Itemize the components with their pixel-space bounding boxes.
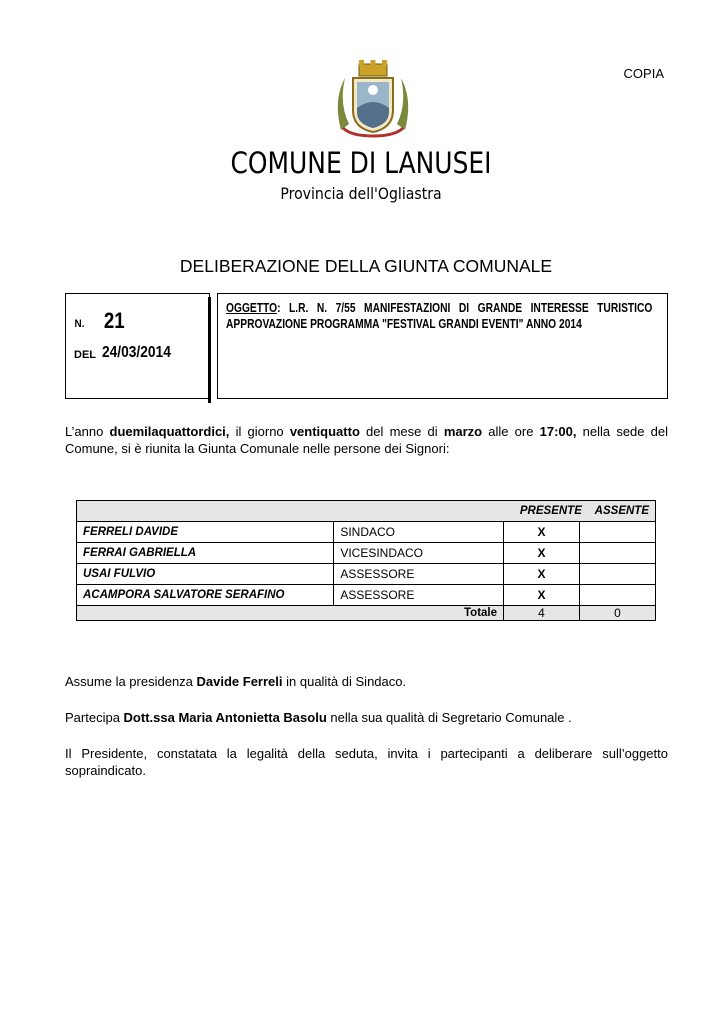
document-heading: DELIBERAZIONE DELLA GIUNTA COMUNALE <box>179 256 553 276</box>
presidency-paragraph: Assume la presidenza Davide Ferreli in qualità di Sindaco. <box>65 674 407 689</box>
table-row: USAI FULVIO ASSESSORE X <box>77 564 656 585</box>
province-subtitle: Provincia dell'Ogliastra <box>280 184 442 203</box>
municipality-title: COMUNE DI LANUSEI <box>230 146 492 180</box>
attendance-table <box>76 500 656 621</box>
table-header-row <box>77 501 656 522</box>
president-paragraph: Il Presidente, constatata la legalità della seduta, invita i partecipanti a deliberare sull’oggetto sopraindicato. <box>65 746 668 778</box>
number-value: 21 <box>103 308 125 333</box>
intro-paragraph: L’anno duemilaquattordici, il giorno ventiquatto del mese di marzo alle ore 17:00, nella sede del Comune, si è riunita la Giunta Comunale nelle persone dei Signori: <box>65 424 669 456</box>
subject-box <box>217 293 668 399</box>
table-column-headers: PRESENTE ASSENTE <box>504 501 656 522</box>
coat-of-arms-icon <box>331 60 415 144</box>
subject-body: : L.R. N. 7/55 MANIFESTAZIONI DI GRANDE INTERESSE TURISTICO APPROVAZIONE PROGRAMMA "FESTIVAL GRANDI EVENTI" ANNO 2014 <box>226 301 653 331</box>
box-shadow <box>208 297 211 403</box>
secretary-paragraph: Partecipa Dott.ssa Maria Antonietta Basolu nella sua qualità di Segretario Comunale . <box>65 710 572 725</box>
date-value: 24/03/2014 <box>102 344 171 361</box>
subject-text <box>226 300 652 332</box>
copia-label: COPIA <box>623 66 664 81</box>
deliberation-number-box <box>65 293 210 399</box>
date-label: DEL <box>74 349 96 361</box>
table-row: FERRELI DAVIDE SINDACO X <box>77 522 656 543</box>
table-row: ACAMPORA SALVATORE SERAFINO ASSESSORE X <box>77 585 656 606</box>
number-label: N. <box>74 318 85 330</box>
table-row: FERRAI GABRIELLA VICESINDACO X <box>77 543 656 564</box>
table-total-row: Totale 4 0 <box>77 606 656 621</box>
subject-label: OGGETTO <box>226 301 278 315</box>
